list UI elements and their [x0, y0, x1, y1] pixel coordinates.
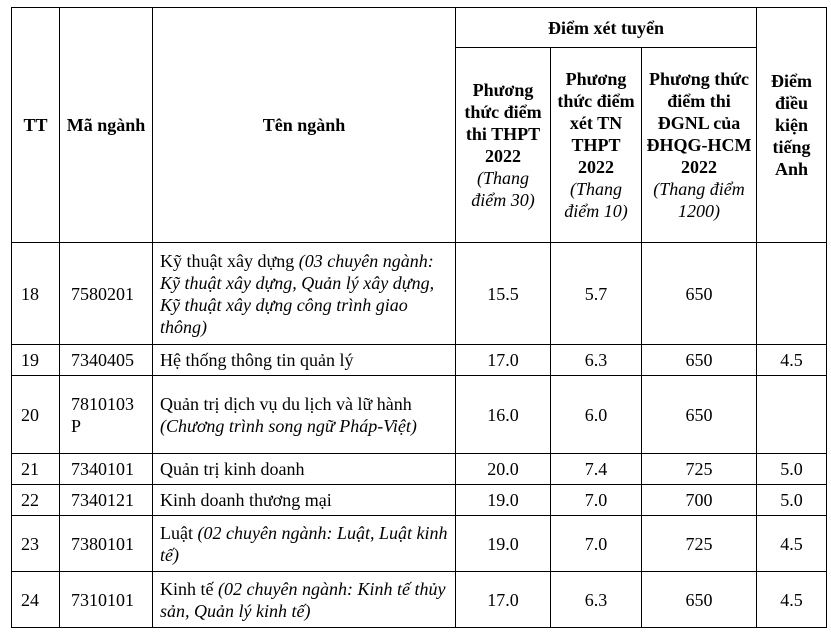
row-code: 7380101: [60, 516, 153, 572]
row-name-note: (02 chuyên ngành: Luật, Luật kinh tế): [160, 522, 448, 565]
row-name-main: Kỹ thuật xây dựng: [160, 250, 295, 271]
row-method-2: 7.0: [551, 485, 642, 516]
row-method-3: 700: [642, 485, 757, 516]
row-method-1: 16.0: [456, 376, 551, 454]
method-1-scale: (Thang điểm 30): [471, 168, 535, 210]
header-method-2: [551, 48, 642, 243]
row-method-3: 650: [642, 345, 757, 376]
table-row: [12, 345, 827, 376]
table-row: [12, 516, 827, 572]
row-name-note: (Chương trình song ngữ Pháp-Việt): [160, 415, 417, 436]
table-row: [12, 454, 827, 485]
method-2-title: Phương thức điểm xét TN THPT 2022: [557, 69, 635, 177]
table-row: [12, 243, 827, 345]
row-name: [153, 485, 456, 516]
table-row: [12, 485, 827, 516]
row-name: [153, 376, 456, 454]
row-method-2: 6.3: [551, 345, 642, 376]
header-diem-xet-tuyen: Điểm xét tuyển: [456, 8, 757, 48]
row-name: [153, 572, 456, 628]
row-method-1: 20.0: [456, 454, 551, 485]
row-tt: 23: [12, 516, 60, 572]
row-tt: 21: [12, 454, 60, 485]
row-method-2: 6.0: [551, 376, 642, 454]
row-method-2: 7.4: [551, 454, 642, 485]
row-name-main: Hệ thống thông tin quản lý: [160, 350, 354, 370]
row-english: [757, 376, 827, 454]
header-row-1: [12, 8, 827, 48]
row-name-main: Kinh doanh thương mại: [160, 490, 332, 510]
row-name-main: Kinh tế: [160, 578, 214, 599]
row-tt: 22: [12, 485, 60, 516]
header-tt: TT: [12, 8, 60, 243]
method-1-title: Phương thức điểm thi THPT 2022: [464, 80, 542, 166]
row-method-1: 19.0: [456, 516, 551, 572]
row-method-2: 7.0: [551, 516, 642, 572]
admission-score-table: [11, 7, 827, 628]
table-row: [12, 376, 827, 454]
row-code: 7810103 P: [60, 376, 153, 454]
method-3-title: Phương thức điểm thi ĐGNL của ĐHQG-HCM 2022: [646, 69, 752, 177]
row-code: 7580201: [60, 243, 153, 345]
header-english-condition: Điểm điều kiện tiếng Anh: [757, 8, 827, 243]
row-tt: 24: [12, 572, 60, 628]
row-method-3: 725: [642, 516, 757, 572]
row-method-2: 5.7: [551, 243, 642, 345]
row-method-3: 650: [642, 572, 757, 628]
row-code: 7310101: [60, 572, 153, 628]
row-name-main: Luật: [160, 522, 193, 543]
row-method-2: 6.3: [551, 572, 642, 628]
row-code: 7340405: [60, 345, 153, 376]
row-code: 7340101: [60, 454, 153, 485]
row-english: 4.5: [757, 572, 827, 628]
row-tt: 20: [12, 376, 60, 454]
row-tt: 19: [12, 345, 60, 376]
header-method-3: [642, 48, 757, 243]
row-english: 4.5: [757, 345, 827, 376]
row-name: [153, 454, 456, 485]
row-name-main: Quản trị kinh doanh: [160, 459, 305, 479]
row-code: 7340121: [60, 485, 153, 516]
row-name-note: (03 chuyên ngành: Kỹ thuật xây dựng, Quản lý xây dựng, Kỹ thuật xây dựng công trình giao thông): [160, 250, 435, 337]
row-tt: 18: [12, 243, 60, 345]
row-english: 5.0: [757, 454, 827, 485]
row-method-3: 650: [642, 243, 757, 345]
row-name: [153, 243, 456, 345]
method-3-scale: (Thang điểm 1200): [653, 179, 745, 221]
row-method-1: 15.5: [456, 243, 551, 345]
row-method-3: 725: [642, 454, 757, 485]
row-name-note: (02 chuyên ngành: Kinh tế thủy sản, Quản lý kinh tế): [160, 578, 446, 621]
row-method-1: 17.0: [456, 345, 551, 376]
row-english: [757, 243, 827, 345]
table-row: [12, 572, 827, 628]
header-method-1: [456, 48, 551, 243]
row-english: 4.5: [757, 516, 827, 572]
method-2-scale: (Thang điểm 10): [564, 179, 628, 221]
row-name-main: Quản trị dịch vụ du lịch và lữ hành: [160, 393, 412, 414]
row-name: [153, 516, 456, 572]
header-ten-nganh: Tên ngành: [153, 8, 456, 243]
row-method-1: 19.0: [456, 485, 551, 516]
row-english: 5.0: [757, 485, 827, 516]
row-name: [153, 345, 456, 376]
header-ma-nganh: Mã ngành: [60, 8, 153, 243]
row-method-3: 650: [642, 376, 757, 454]
row-method-1: 17.0: [456, 572, 551, 628]
